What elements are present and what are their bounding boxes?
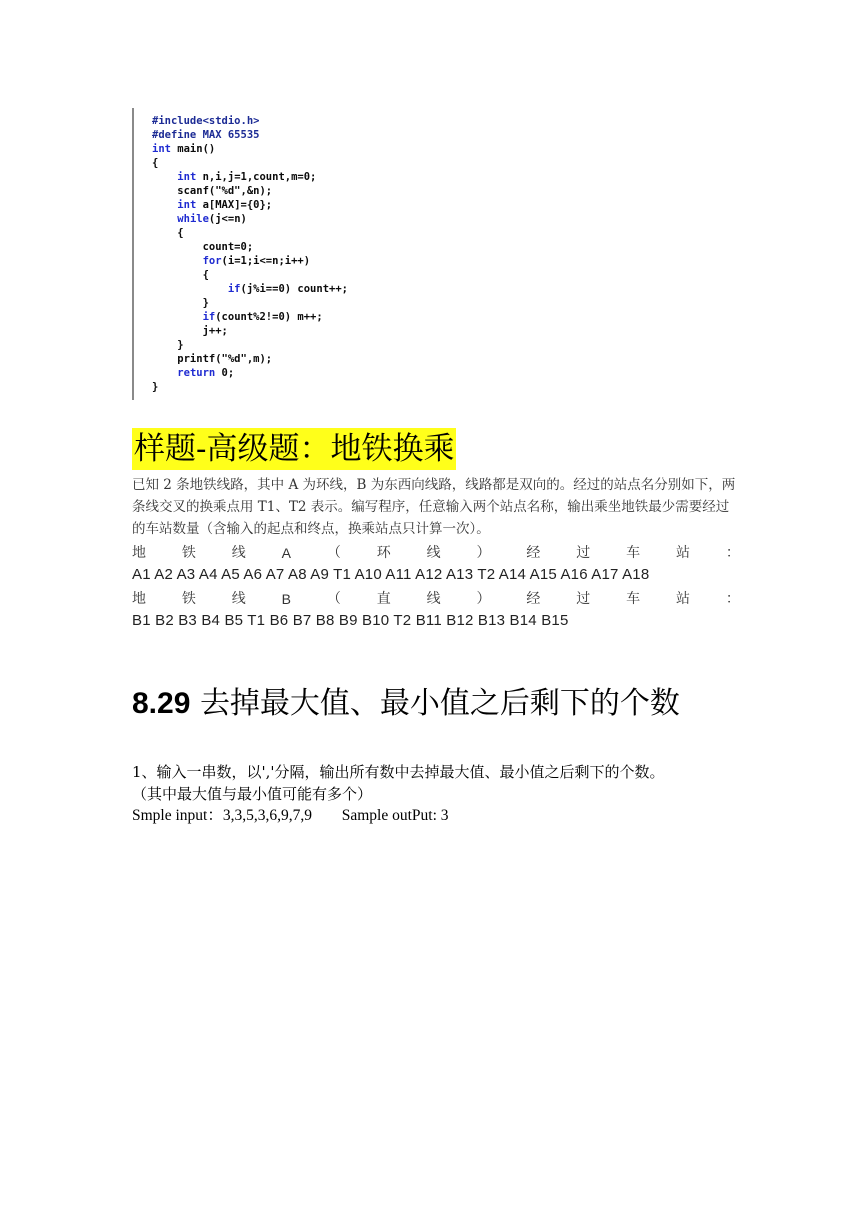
- sample-io: [132, 806, 449, 826]
- sample-input: Smple input：3,3,5,3,6,9,7,9: [132, 807, 312, 824]
- label-char: 线: [426, 545, 441, 561]
- label-char: 过: [576, 591, 591, 607]
- code-line: j++;: [152, 325, 228, 337]
- code-line: int n,i,j=1,count,m=0;: [177, 171, 317, 183]
- line-a-stations: A1 A2 A3 A4 A5 A6 A7 A8 A9 T1 A10 A11 A12 A13 T2 A14 A15 A16 A17 A18: [132, 566, 650, 583]
- label-char: 直: [376, 591, 391, 607]
- sample-output: Sample outPut: 3: [341, 807, 449, 824]
- label-char: 车: [626, 545, 641, 561]
- label-char: （: [326, 591, 341, 607]
- label-char: 经: [526, 545, 541, 561]
- code-line: {: [152, 269, 209, 281]
- problem-line-2: （其中最大值与最小值可能有多个）: [132, 785, 373, 803]
- label-char: 线: [426, 591, 441, 607]
- code-line: return 0;: [177, 367, 235, 379]
- code-line: printf("%d",m);: [152, 353, 273, 365]
- code-line: if(j%i==0) count++;: [227, 283, 348, 295]
- section-title-text: 去掉最大值、最小值之后剩下的个数: [199, 686, 680, 721]
- problem-description: 已知 2 条地铁线路，其中 A 为环线，B 为东西向线路，线路都是双向的。经过的站点名分别如下，两条线交叉的换乘点用 T1、T2 表示。编写程序，任意输入两个站点名称，输出乘坐地铁最少需要经过的车站数量（含输入的起点和终点，换乘站点只计算一次）。: [132, 477, 736, 537]
- label-char: 经: [526, 591, 541, 607]
- code-line: while(j<=n): [177, 213, 247, 225]
- code-screenshot: [132, 108, 434, 400]
- label-char: 地: [132, 591, 146, 607]
- label-char: 站: [675, 591, 690, 607]
- label-char: ：: [725, 545, 740, 561]
- label-char: 地: [132, 545, 146, 561]
- label-char: A: [281, 545, 291, 561]
- code-line: #define MAX 65535: [152, 129, 260, 141]
- code-line: if(count%2!=0) m++;: [202, 311, 323, 323]
- section-title-max-min: [132, 684, 680, 724]
- code-line: int main(): [152, 143, 216, 155]
- label-char: 铁: [181, 545, 196, 561]
- code-line: }: [152, 339, 184, 351]
- label-char: （: [326, 545, 341, 561]
- code-line: {: [152, 227, 184, 239]
- label-char: ）: [476, 545, 491, 561]
- section-title-subway: 样题-高级题：地铁换乘: [132, 428, 456, 470]
- label-char: 站: [675, 545, 690, 561]
- label-char: 铁: [181, 591, 196, 607]
- code-line: int a[MAX]={0};: [177, 199, 273, 211]
- code-line: {: [152, 157, 159, 169]
- label-char: B: [281, 591, 291, 607]
- code-line: scanf("%d",&n);: [152, 185, 273, 197]
- code-line: #include<stdio.h>: [152, 115, 260, 127]
- label-char: 环: [376, 545, 391, 561]
- label-char: 线: [231, 591, 246, 607]
- code-line: count=0;: [152, 241, 254, 253]
- section-number: 8.29: [132, 687, 191, 720]
- code-line: }: [152, 381, 159, 393]
- label-char: 车: [626, 591, 641, 607]
- label-char: ：: [725, 591, 740, 607]
- label-char: 过: [576, 545, 591, 561]
- line-a-label: [132, 543, 740, 563]
- problem-line-1: 1、输入一串数，以','分隔，输出所有数中去掉最大值、最小值之后剩下的个数。: [132, 763, 665, 781]
- code-line: for(i=1;i<=n;i++): [202, 255, 311, 267]
- code-line: }: [152, 297, 209, 309]
- line-b-label: [132, 589, 740, 609]
- label-char: ）: [476, 591, 491, 607]
- line-b-stations: B1 B2 B3 B4 B5 T1 B6 B7 B8 B9 B10 T2 B11 B12 B13 B14 B15: [132, 612, 569, 629]
- label-char: 线: [231, 545, 246, 561]
